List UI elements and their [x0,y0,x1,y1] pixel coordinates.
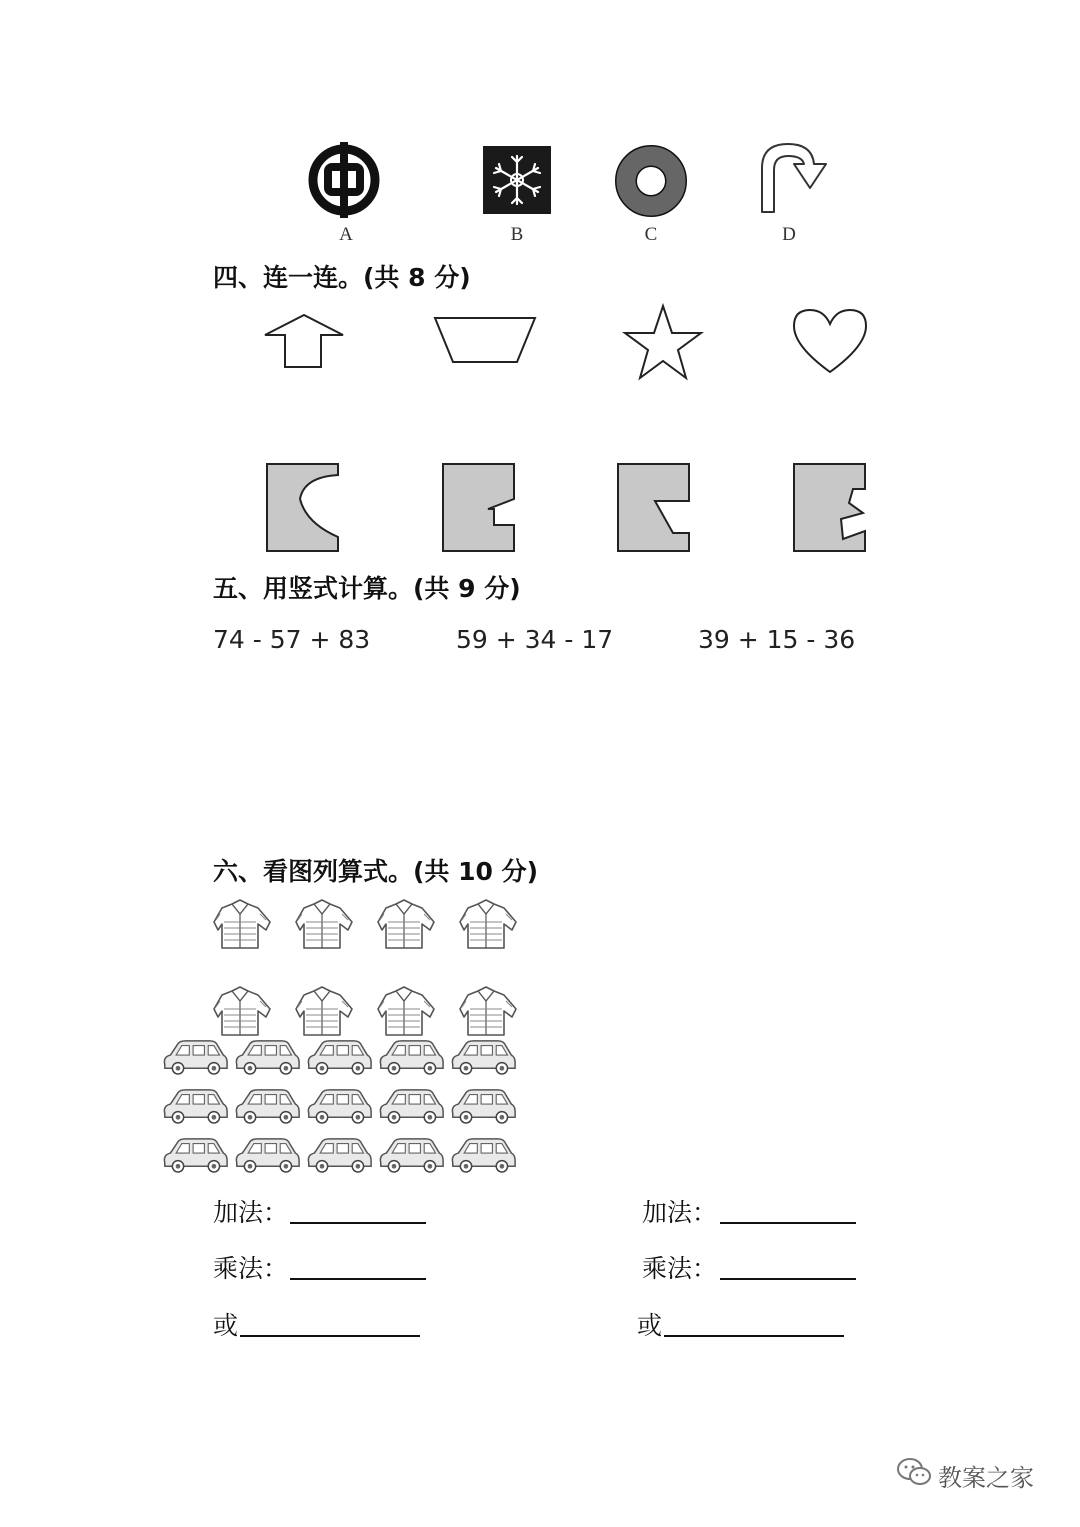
expression-2: 59 + 34 - 17 [456,625,614,654]
car-icon [449,1134,517,1174]
left-or-label: 或 [213,1311,239,1340]
left-multiplication-label: 乘法： [213,1254,289,1283]
jacket-icon [377,983,435,1037]
half-arc-cut-icon [266,463,340,553]
car-icon [449,1036,517,1076]
star-shape-icon [623,304,703,380]
right-or-label: 或 [637,1311,663,1340]
left-multiplication-blank[interactable] [290,1278,426,1280]
car-icon [377,1036,445,1076]
right-or-blank[interactable] [664,1335,844,1337]
car-icon [161,1085,229,1125]
section4-heading: 四、连一连。(共 8 分) [213,263,471,292]
jacket-icon [459,983,517,1037]
half-arrow-cut-icon [442,463,516,553]
left-or-blank[interactable] [240,1335,420,1337]
expression-3: 39 + 15 - 36 [698,625,856,654]
arrow-shape-icon [263,313,345,369]
car-icon [449,1085,517,1125]
car-icon [305,1085,373,1125]
car-icon [161,1036,229,1076]
watermark-text: 教案之家 [938,1464,1034,1492]
bank-of-china-logo-icon [306,142,382,218]
car-icon [377,1134,445,1174]
option-label-b: B [510,224,524,245]
car-icon [161,1134,229,1174]
car-icon [305,1036,373,1076]
section5-heading: 五、用竖式计算。(共 9 分) [213,574,521,603]
right-multiplication-blank[interactable] [720,1278,856,1280]
jacket-icon [377,896,435,950]
snowflake-square-icon [483,146,551,214]
u-turn-arrow-icon [758,140,830,216]
expression-1: 74 - 57 + 83 [213,625,371,654]
car-icon [305,1134,373,1174]
car-icon [233,1036,301,1076]
car-icon [377,1085,445,1125]
gray-ring-icon [616,146,686,216]
jacket-icon [213,896,271,950]
jacket-icon [459,896,517,950]
option-label-d: D [782,224,796,245]
half-trapezoid-cut-icon [617,463,691,553]
right-addition-blank[interactable] [720,1222,856,1224]
half-star-cut-icon [793,463,867,553]
left-addition-blank[interactable] [290,1222,426,1224]
option-label-a: A [339,224,353,245]
jacket-icon [295,896,353,950]
right-multiplication-label: 乘法： [642,1254,718,1283]
left-addition-label: 加法： [213,1198,289,1227]
trapezoid-shape-icon [433,316,537,364]
section6-heading: 六、看图列算式。(共 10 分) [213,857,539,886]
car-icon [233,1085,301,1125]
heart-shape-icon [790,306,870,374]
car-icon [233,1134,301,1174]
wechat-icon [896,1456,932,1488]
option-label-c: C [644,224,658,245]
jacket-icon [213,983,271,1037]
jacket-icon [295,983,353,1037]
right-addition-label: 加法： [642,1198,718,1227]
